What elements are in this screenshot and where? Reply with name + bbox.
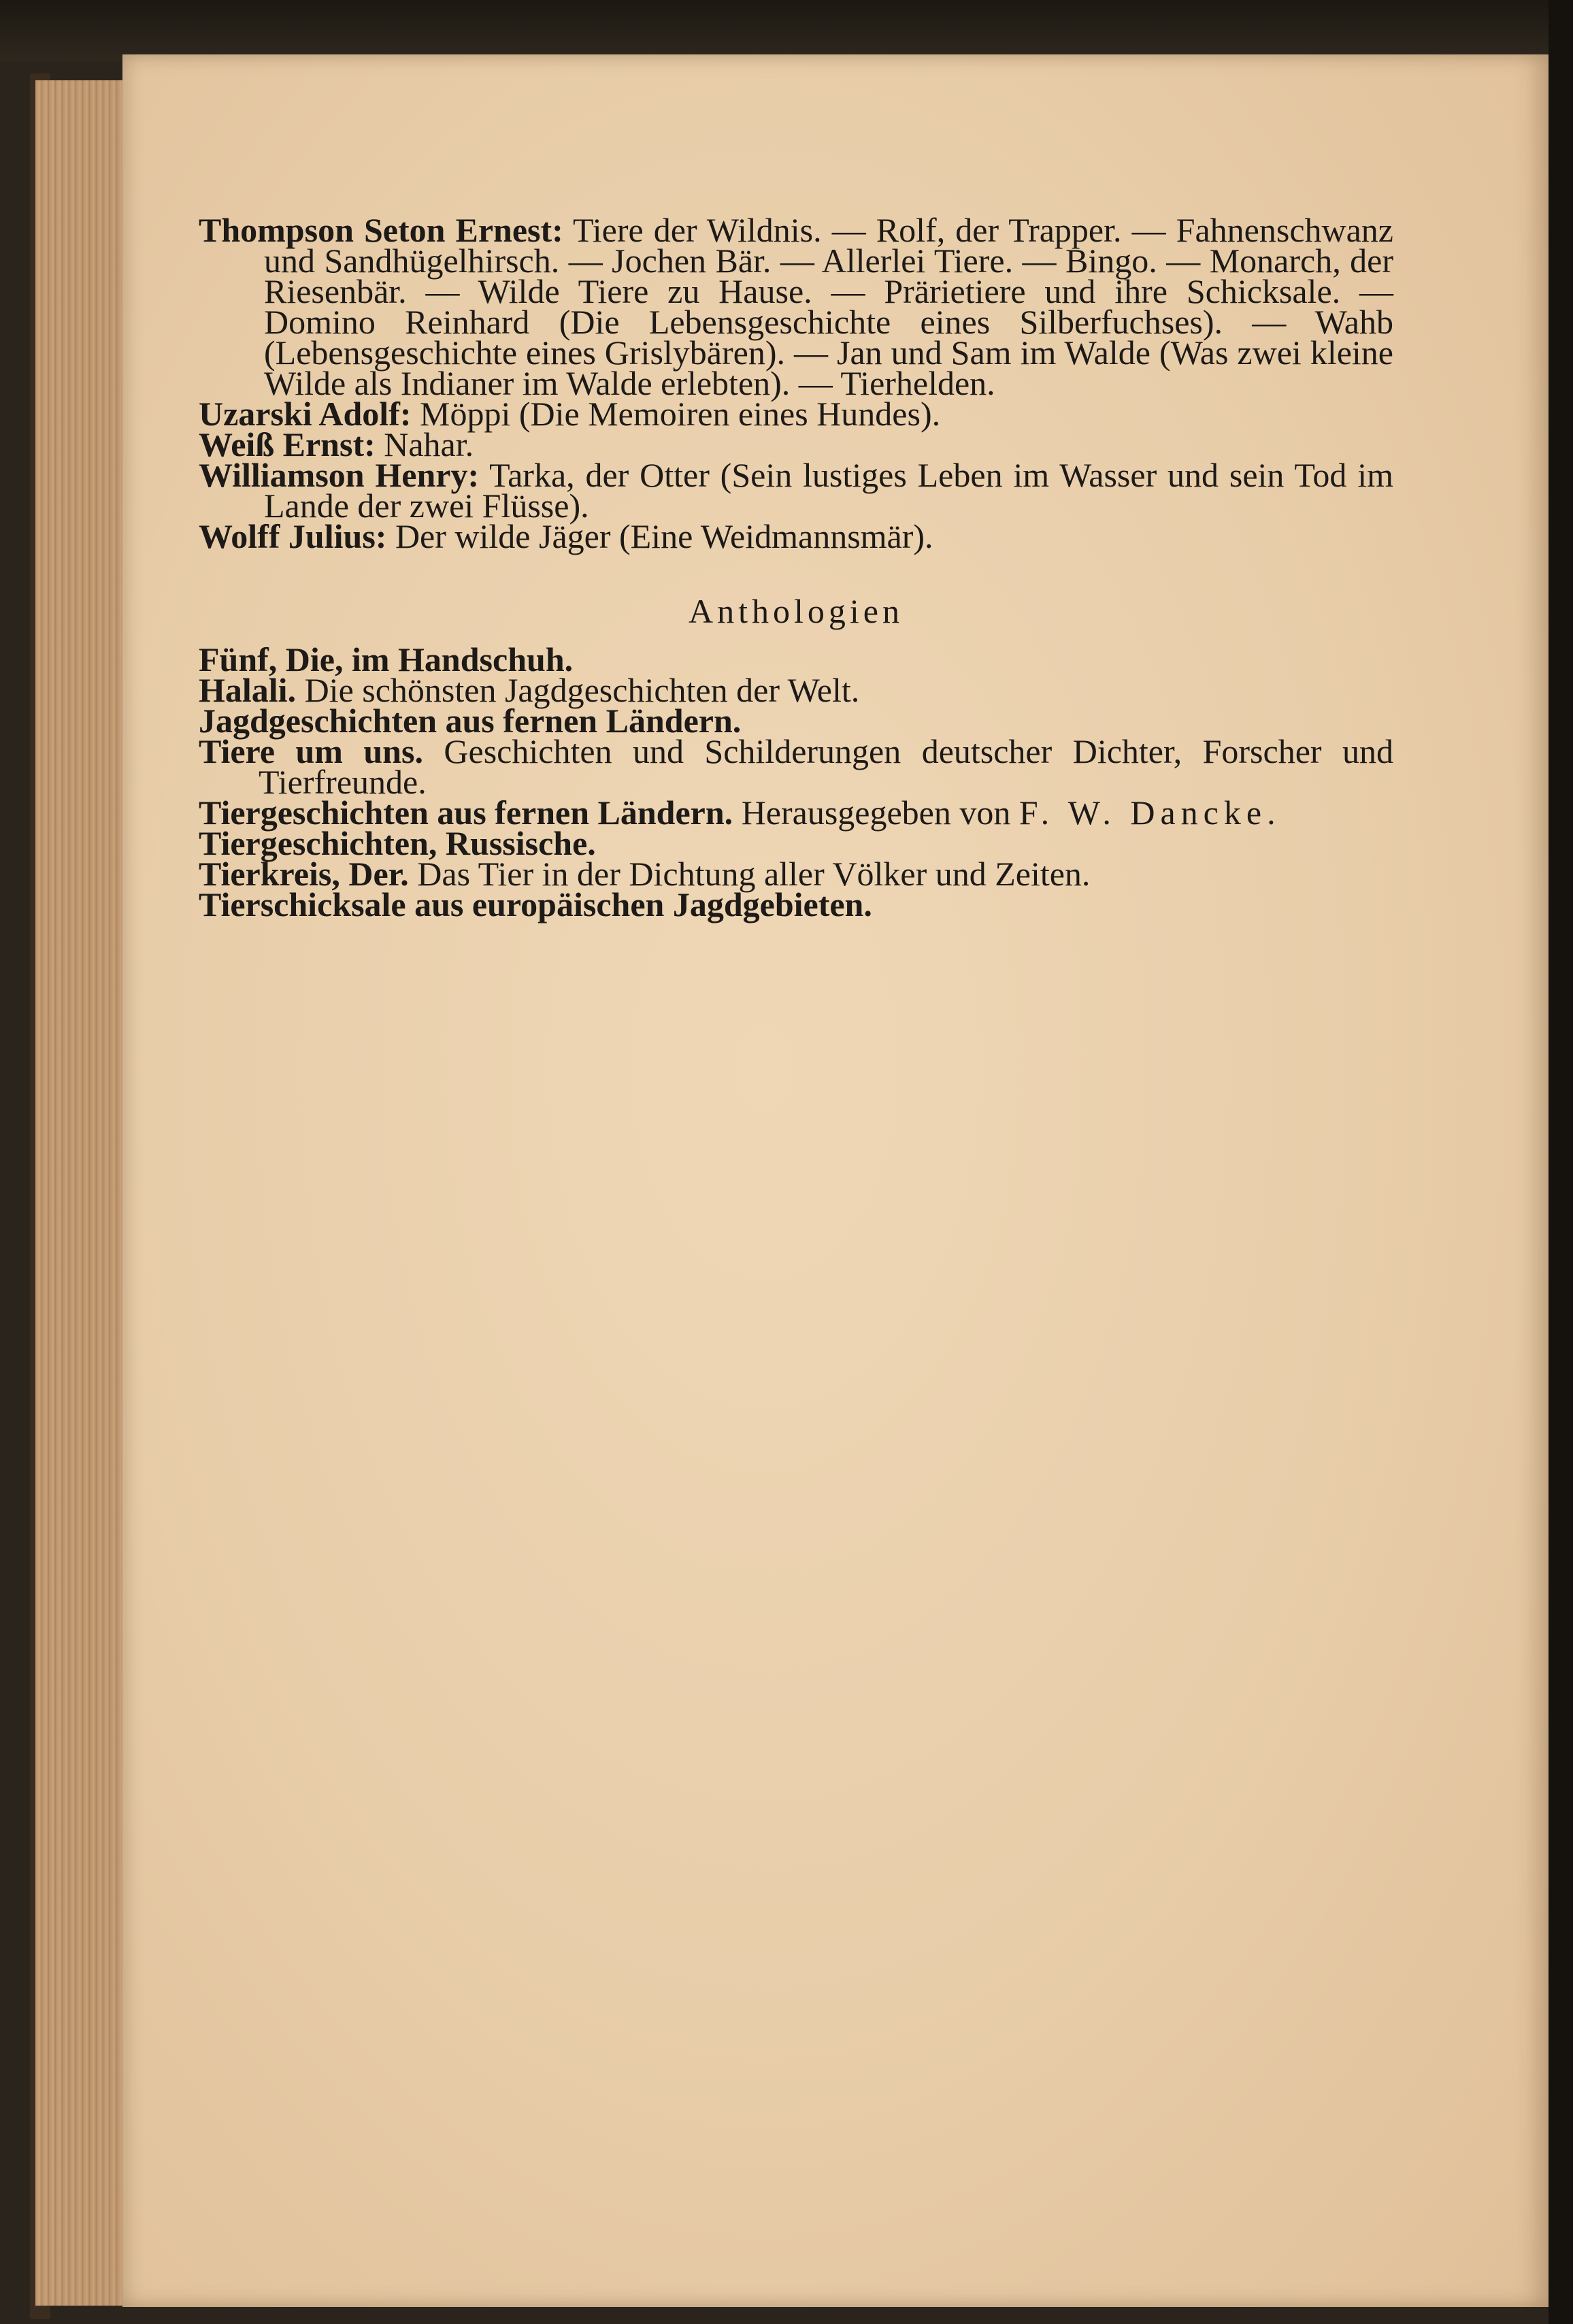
author-name: Weiß Ernst: (199, 425, 376, 463)
author-works: Tiere der Wildnis. — Rolf, der Trapper. — Fahnenschwanz und Sandhügelhirsch. — Jochen Bär. — Allerlei Tiere. — Bingo. — Monarch, der Riesenbär. — Wilde Tiere zu Hause. — Prärietiere und ihre Schicksale. — Domino Reinhard (Die Lebensgeschichte eines Silberfuchses). — Wahb (Lebensgeschichte eines Grislybären). — Jan und Sam im Walde (Was zwei kleine Wilde als Indianer im Walde erlebten). — Tierhelden. (264, 211, 1393, 402)
author-works: Möppi (Die Memoiren eines Hundes). (420, 395, 941, 433)
anthology-description: Die schönsten Jagdgeschichten der Welt. (304, 671, 860, 709)
anthology-title: Jagdgeschichten aus fernen Ländern. (199, 702, 742, 740)
anthology-title: Fünf, Die, im Handschuh. (199, 640, 574, 678)
bibliography-text (199, 211, 1394, 923)
author-name: Uzarski Adolf: (199, 395, 412, 433)
anthology-description: Geschichten und Schilderungen deutscher Dichter, Forscher und Tierfreunde. (259, 732, 1394, 801)
author-name: Wolff Julius: (199, 517, 387, 555)
author-works: Tarka, der Otter (Sein lustiges Leben im Wasser und sein Tod im Lande der zwei Flüsse). (264, 456, 1393, 525)
author-name: Williamson Henry: (199, 456, 480, 494)
scan-right-edge (1549, 0, 1573, 2324)
anthology-title: Halali. (199, 671, 297, 709)
page-edges (35, 80, 131, 2306)
anthology-description: Herausgegeben von (741, 793, 1011, 832)
author-name: Thompson Seton Ernest: (199, 211, 563, 249)
scan-background (0, 0, 1573, 61)
anthology-description: Das Tier in der Dichtung aller Völker und Zeiten. (417, 855, 1091, 893)
anthology-entry (199, 732, 1394, 801)
anthology-entry (199, 885, 1393, 923)
author-works: Der wilde Jäger (Eine Weidmannsmär). (395, 517, 933, 555)
anthology-title: Tierkreis, Der. (199, 855, 409, 893)
author-entry (199, 456, 1393, 525)
author-works: Nahar. (384, 425, 474, 463)
section-heading: Anthologien (689, 592, 904, 630)
anthology-editor: F. W. Dancke. (1019, 793, 1281, 832)
anthology-title: Tiere um uns. (199, 732, 423, 770)
anthology-title: Tiergeschichten, Russische. (199, 824, 596, 862)
anthology-title: Tierschicksale aus europäischen Jagdgebieten. (199, 885, 872, 923)
author-entry (199, 517, 1393, 555)
anthology-title: Tiergeschichten aus fernen Ländern. (199, 793, 733, 832)
author-entry (199, 211, 1393, 402)
